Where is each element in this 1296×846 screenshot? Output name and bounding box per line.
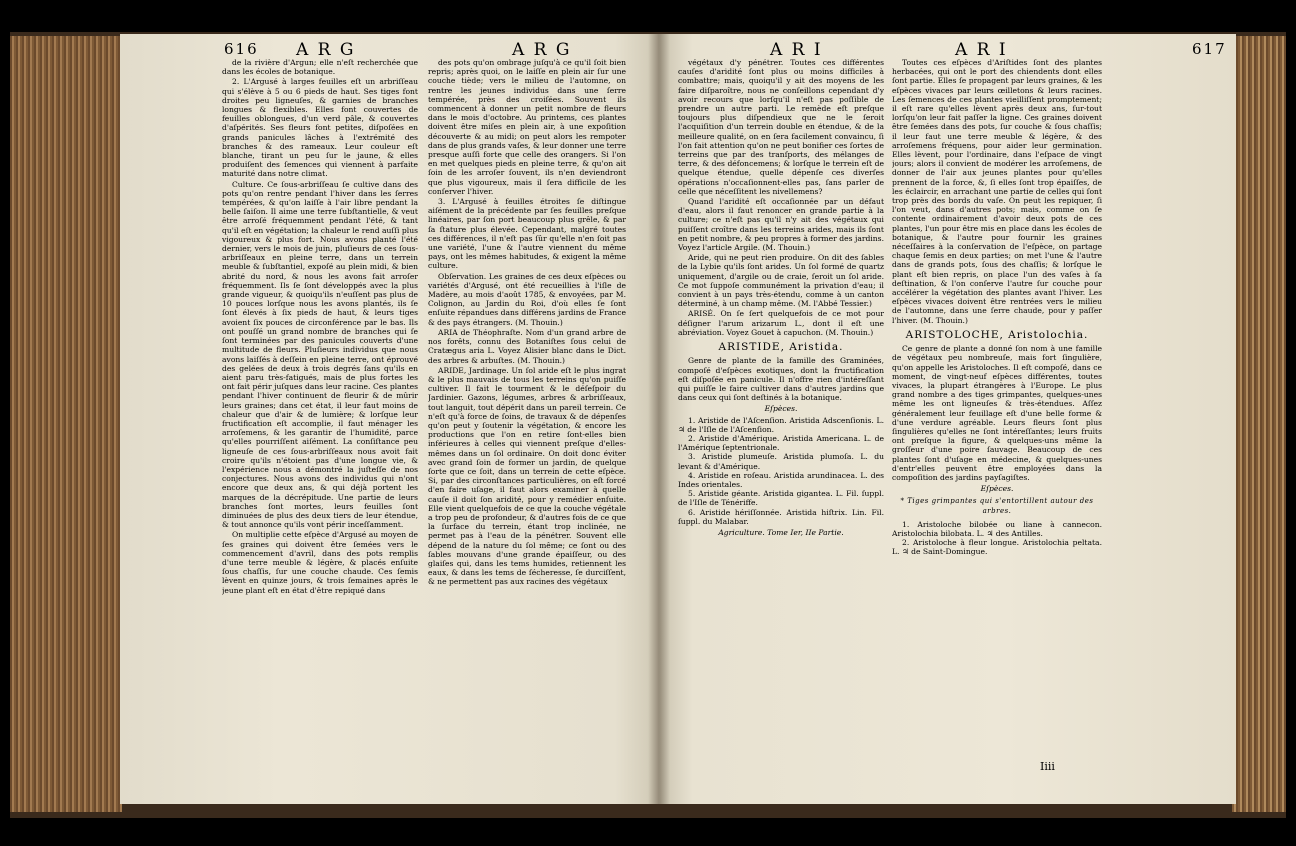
- species-heading: Eſpèces.: [764, 404, 798, 414]
- section-heading: * Tiges grimpantes qui s'entortillent autour des arbres.: [900, 497, 1094, 515]
- entry-heading-aristide: ARISTIDE, Aristida.: [718, 341, 844, 354]
- entry-heading-aristoloche: ARISTOLOCHE, Aristolochia.: [905, 328, 1089, 341]
- col1-para: 2. L'Argusé à larges feuilles eſt un arbriſſeau qui s'élève à 5 ou 6 pieds de haut. Ses tiges font droites peu ligneuſes, & garnies de branches longues & flexibles. Elles font couvertes de feuilles oblongues, d'un verd pâle, & couvertes d'aſpérités. Ses fleurs font petites, diſpoſées en grands panicules lâches à l'extrémité des branches & des rameaux. Leur couleur eſt blanche, tirant un peu ſur le jaune, & elles produiſent des ſemences qui viennent à parfaite maturité dans notre climat.: [222, 77, 418, 179]
- entry-intro: Genre de plante de la famille des Graminées, compoſé d'eſpèces exotiques, dont la fructification eſt diſpoſée en panicule. Il n'offre rien d'intéreſſant qui puiſſe le faire cultiver dans d'autres jardins que dans ceux qui ſont deſtinés à la botanique.: [678, 356, 884, 403]
- book-gutter: [648, 34, 670, 804]
- species-item: 2. Aristide d'Amérique. Aristida Americana. L. de l'Amérique ſeptentrionale.: [678, 433, 884, 453]
- col1-para: de la rivière d'Argun; elle n'eſt recherchée que dans les écoles de botanique.: [222, 58, 418, 77]
- species-item: 1. Aristide de l'Aſcenſion. Aristida Adscenſionis. L. ♃ de l'Iſle de l'Aſcenſion.: [678, 415, 884, 434]
- column-4: [892, 58, 1102, 758]
- running-head-left-a: A R G: [296, 40, 356, 60]
- left-page-edges: [10, 36, 122, 812]
- species-item: 4. Aristide en roſeau. Aristida arundinacea. L. des Indes orientales.: [678, 470, 884, 489]
- col2-para: des pots qu'on ombrage juſqu'à ce qu'il ſoit bien repris; après quoi, on le laiſſe en plein air ſur une couche tiède; vers le milieu de l'automne, on rentre les jeunes individus dans une ſerre tempérée, près des croiſées. Souvent ils commencent à donner un petit nombre de fleurs dans le mois d'octobre. Au printems, ces plantes doivent être miſes en plein air, à une expoſition découverte & au midi; on peut alors les rempoter dans de plus grands vaſes, & leur donner une terre presque auſſi forte que celle des orangers. Si l'on en met quelques pieds en pleine terre, & qu'on ait ſoin de les arroſer ſouvent, ils n'en deviendront que plus vigoureux, mais il ſera difficile de les conſerver l'hiver.: [428, 58, 626, 196]
- col4-para: Toutes ces eſpèces d'Ariſtides ſont des plantes herbacées, qui ont le port des chiendents dont elles ſont partie. Elles ſe propagent par leurs graines, & les eſpèces vivaces par leurs œilletons & leurs racines. Les ſemences de ces plantes vieilliſſent promptement; il eſt rare qu'elles lèvent après deux ans, ſur-tout lorſqu'on leur fait paſſer la ligne. Ces graines doivent être ſemées dans des pots, ſur couche & ſous chaſſis; il leur faut une terre meuble & légère, & des arroſemens fréquens, pour aider leur germination. Elles lèvent, pour l'ordinaire, dans l'eſpace de vingt jours; alors il convient de modérer les arroſemens, de donner de l'air aux jeunes plantes pour qu'elles prennent de la force, &, ſi elles ſont trop épaiſſes, de les éclaircir, en arrachant une partie de celles qui ſont trop près des bords du vaſe. On peut les repiquer, ſi l'on veut, dans d'autres pots; mais, comme on ſe contente ordinairement d'avoir deux pots de ces plantes, l'un pour être mis en place dans les écoles de botanique, & l'autre pour fournir les graines néceſſaires à la conſervation de l'eſpèce, on partage chaque ſemis en deux parties; on met l'une & l'autre dans de grands pots, ſous des chaſſis; & lorſque le plant eſt bien repris, on place l'un des vaſes à ſa deſtination, & l'on conſerve l'autre ſur couche pour accélérer la végétation des plantes avant l'hiver. Les eſpèces vivaces doivent être rentrées vers le milieu de l'automne, dans une ſerre chaude, pour y paſſer l'hiver. (M. Thouin.): [892, 58, 1102, 325]
- entry-intro: Ce genre de plante a donné ſon nom à une famille de végétaux peu nombreuſe, mais fort ſingulière, qu'on appelle les Aristoloches. Il eſt compoſé, dans ce moment, de vingt-neuf eſpèces différentes, toutes vivaces, la plupart étrangères à l'Europe. Le plus grand nombre a des tiges grimpantes, quelques-unes même les ont ligneuſes & très-étendues. Aſſez généralement leur feuillage eſt d'une belle forme & d'une verdure agréable. Leurs fleurs ſont plus ſingulières qu'elles ne ſont intéreſſantes; leurs fruits ont preſque la figure, & quelques-uns même la groſſeur d'une poire ſauvage. Beaucoup de ces plantes ſont d'uſage en médecine, & quelques-unes d'entr'elles peuvent être employées dans la compoſition des jardins payſagiſtes.: [892, 344, 1102, 482]
- col2-para: ARIDE, Jardinage. Un ſol aride eſt le plus ingrat & le plus mauvais de tous les terreins qu'on puiſſe cultiver. Il fait le tourment & le déſeſpoir du Jardinier. Gazons, légumes, arbres & arbriſſeaux, tout languit, tout dépérit dans un pareil terrein. Ce n'eſt qu'à force de ſoins, de travaux & de dépenſes qu'on peut y ſoutenir la végétation, & encore les productions que l'on en retire ſont-elles bien inférieures à celles qui viennent preſque d'elles-mêmes dans un ſol ordinaire. On doit donc éviter avec grand ſoin de former un jardin, de quelque ſorte que ce ſoit, dans un terrein de cette eſpèce. Si, par des circonſtances particulières, on eſt forcé d'en faire uſage, il faut alors examiner à quelle cauſe il doit ſon aridité, pour y remédier enſuite. Elle vient quelquefois de ce que la couche végétale a trop peu de profondeur, & d'autres fois de ce que la ſurface du terrein, étant trop inclinée, ne permet pas à l'eau de la pénétrer. Souvent elle dépend de la nature du ſol même; ce ſont ou des ſables mouvans d'une grande épaiſſeur, ou des glaiſes qui, dans les tems humides, retiennent les eaux, & dans les tems de ſécheresse, ſe durciſſent, & ne permettent pas aux racines des végétaux: [428, 365, 626, 587]
- col2-para: ARIA de Théophraſte. Nom d'un grand arbre de nos forêts, connu des Botaniſtes ſous celui de Cratægus aria L. Voyez Alisier blanc dans le Dict. des arbres & arbuſtes. (M. Thouin.): [428, 327, 626, 365]
- right-page-edges: [1232, 36, 1286, 812]
- species-item: 1. Aristoloche bilobée ou liane à cannecon. Aristolochia bilobata. L. ♃ des Antilles.: [892, 519, 1102, 538]
- volume-footer: Agriculture. Tome Ier, IIe Partie.: [718, 527, 844, 537]
- running-head-right-a: A R I: [770, 40, 823, 60]
- running-head-left-b: A R G: [512, 40, 572, 60]
- column-2: [428, 58, 626, 784]
- column-3: [678, 58, 884, 778]
- running-head-right-b: A R I: [955, 40, 1008, 60]
- col2-para: Obſervation. Les graines de ces deux eſpèces ou variétés d'Argusé, ont été recueillies à l'iſle de Madère, au mois d'août 1785, & envoyées, par M. Colignon, au Jardin du Roi, d'où elles ſe ſont enſuite répandues dans différens jardins de France & des pays étrangers. (M. Thouin.): [428, 271, 626, 327]
- col3-para: végétaux d'y pénétrer. Toutes ces différentes cauſes d'aridité ſont plus ou moins difficiles à combattre; mais, quoiqu'il y ait des moyens de les faire diſparoître, nous ne conſeillons cependant d'y avoir recours que lorſqu'il n'eſt pas poſſible de prendre un autre parti. Le remède eſt preſque toujours plus diſpendieux que ne le ſeroit l'acquiſition d'un terrein double en étendue, & de la meilleure qualité, on en ſera facilement convaincu, ſi l'on fait attention qu'on ne peut bonifier ces ſortes de terreins que par des tranſports, des mélanges de terre, & des défoncemens; & lorſque le terrein eſt de quelque étendue, quelle dépenſe ces diverſes opérations n'occaſionnent-elles pas, ſans parler de celle que néceſſitent les nivellemens?: [678, 58, 884, 196]
- species-heading: Eſpèces.: [980, 484, 1014, 494]
- signature-mark: Iiii: [1040, 760, 1055, 773]
- page-number-left: 616: [224, 40, 259, 58]
- column-1: [222, 58, 418, 784]
- col3-para: Quand l'aridité eſt occaſionnée par un défaut d'eau, alors il faut renoncer en grande partie à la culture; ce n'eſt pas qu'il n'y ait des végétaux qui puiſſent croître dans les terreins arides, mais ils ſont en petit nombre, & peu propres à former des jardins. Voyez l'article Argile. (M. Thouin.): [678, 197, 884, 253]
- col1-para: On multiplie cette eſpèce d'Argusé au moyen de ſes graines qui doivent être ſemées vers le commencement d'avril, dans des pots remplis d'une terre meuble & légère, & placés enſuite ſous chaſſis, ſur une couche chaude. Ces ſemis lèvent en quinze jours, & trois ſemaines après le jeune plant eſt en état d'être repiqué dans: [222, 530, 418, 595]
- col3-para: Aride, qui ne peut rien produire. On dit des ſables de la Lybie qu'ils ſont arides. Un ſol formé de quartz uniquement, d'argile ou de craie, ſeroit un ſol aride. Ce mot ſuppoſe communément la privation d'eau; il convient à un pays très-étendu, comme à un canton déterminé, à un champ même. (M. l'Abbé Tessier.): [678, 253, 884, 309]
- page-number-right: 617: [1192, 40, 1227, 58]
- species-item: 5. Aristide géante. Aristida gigantea. L. Fil. ſuppl. de l'Iſle de Ténériffe.: [678, 489, 884, 508]
- species-item: 3. Aristide plumeuſe. Aristida plumoſa. L. du levant & d'Amérique.: [678, 452, 884, 471]
- col3-para: ARISÉ. On ſe ſert quelquefois de ce mot pour déſigner l'arum arizarum L., dont il eſt une abréviation. Voyez Gouet à capuchon. (M. Thouin.): [678, 309, 884, 337]
- species-item: 2. Aristoloche à fleur longue. Aristolochia peltata. L. ♃ de Saint-Domingue.: [892, 538, 1102, 557]
- col2-para: 3. L'Argusé à feuilles étroites ſe diſtingue aiſément de la précédente par ſes feuilles preſque linéaires, par ſon port beaucoup plus grêle, & par ſa ſtature plus élevée. Cependant, malgré toutes ces différences, il n'eſt pas ſûr qu'elle n'en ſoit pas une variété, l'une & l'autre viennent du même pays, ont les mêmes habitudes, & exigent la même culture.: [428, 197, 626, 271]
- species-item: 6. Aristide hériſſonnée. Aristida hiſtrix. Lin. Fil. ſuppl. du Malabar.: [678, 507, 884, 526]
- col1-para: Culture. Ce ſous-arbriſſeau ſe cultive dans des pots qu'on rentre pendant l'hiver dans les ſerres tempérées, & qu'on laiſſe à l'air libre pendant la belle ſaiſon. Il aime une terre ſubſtantielle, & veut être arroſé fréquemment pendant l'été, & tant qu'il eſt en végétation; la chaleur le rend auſſi plus vigoureux & plus fort. Nous avons planté l'été dernier, vers le mois de juin, pluſieurs de ces ſous-arbriſſeaux en pleine terre, dans un terrein meuble & ſubſtantiel, expoſé au plein midi, & bien abrité du nord, & nous les avons fait arroſer fréquemment. Ils ſe ſont développés avec la plus grande vigueur, & quoiqu'ils n'euſſent pas plus de 10 pouces lorſque nous les avons plantés, ils ſe ſont élevés à ſix pieds de haut, & leurs tiges avoient ſix pouces de circonférence par le bas. Ils ont pouſſé un grand nombre de branches qui ſe ſont terminées par des panicules couverts d'une multitude de fleurs. Pluſieurs individus que nous avons laiſſés à deſſein en pleine terre, ont éprouvé des gelées de deux à trois degrés ſans qu'ils en aient paru très-fatigués, mais de plus fortes les ont fait périr juſques dans leur racine. Ces plantes pendant l'hiver continuent de fleurir & de mûrir leurs graines; dans cet état, il leur faut moins de chaleur que d'air & de lumière; & lorſque leur fructification eſt accomplie, il faut ménager les arroſemens, & les garantir de l'humidité, parce qu'elles pourriſſent aiſément. La conſiſtance peu ligneuſe de ces ſous-arbriſſeaux nous avoit fait croire qu'ils n'étoient pas d'une longue vie, & l'expérience nous a démontré la juſteſſe de nos conjectures. Nous avons des individus qui n'ont encore que deux ans, & qui déjà portent les marques de la décrépitude. Une partie de leurs branches ſont mortes, leurs feuilles ſont diminuées de plus des deux tiers de leur étendue, & tout annonce qu'ils vont périr inceſſamment.: [222, 179, 418, 530]
